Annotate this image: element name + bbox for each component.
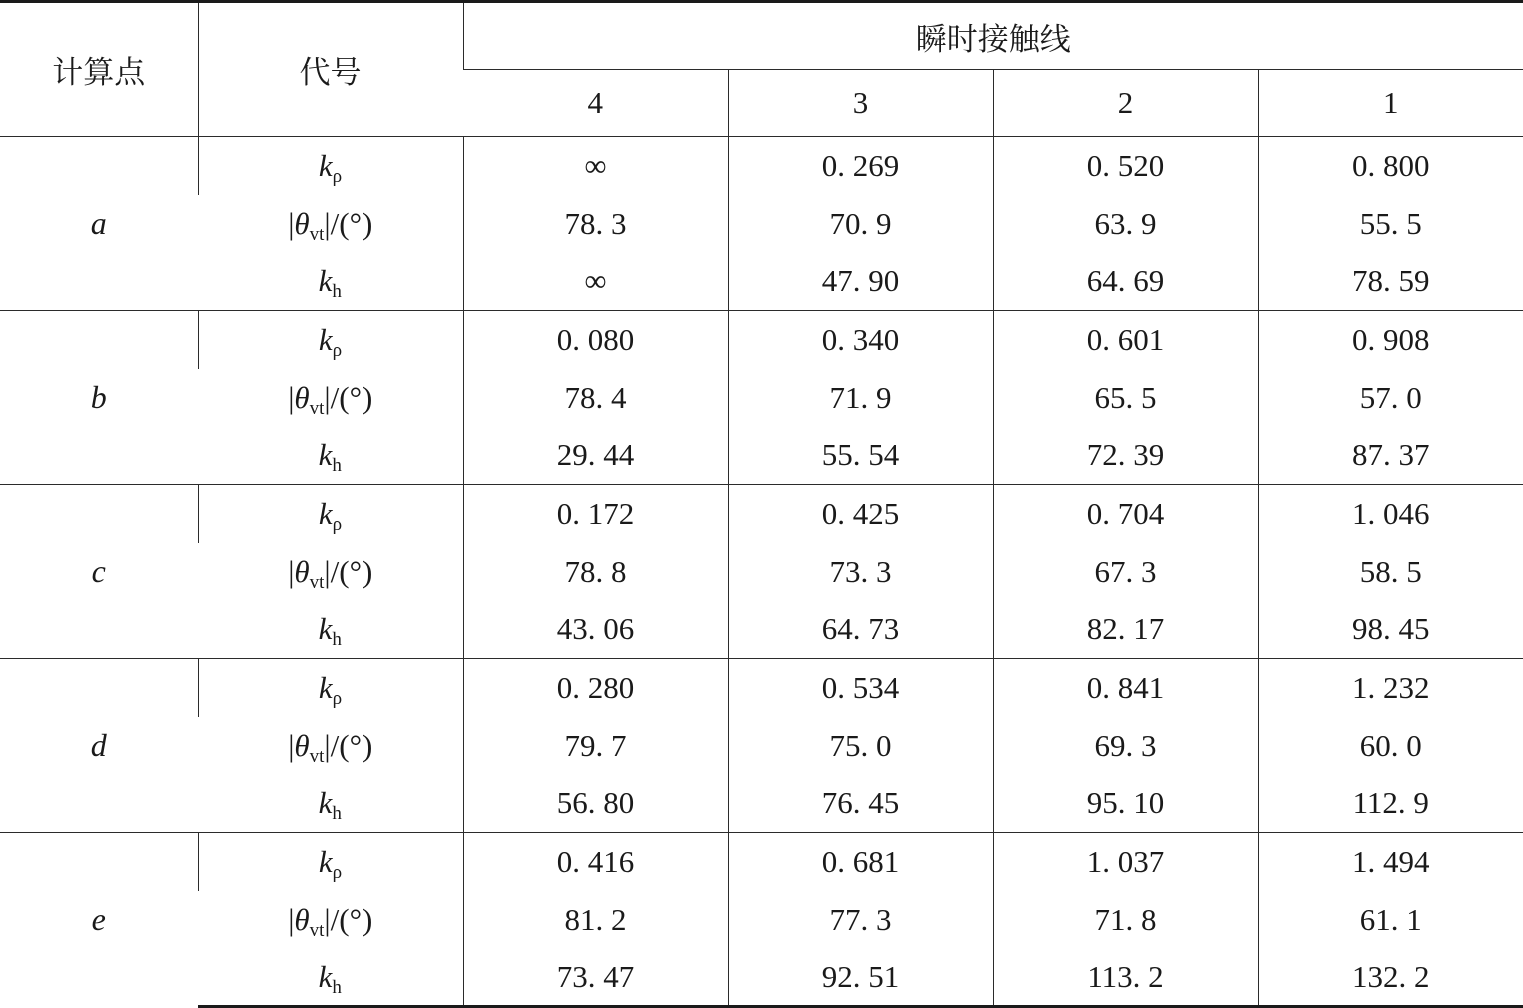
table-cell: 1. 037 — [993, 833, 1258, 891]
header-calc-point: 计算点 — [0, 2, 198, 137]
code-k-h — [198, 601, 463, 659]
table-cell: 0. 800 — [1258, 137, 1523, 195]
abs-open: | — [288, 901, 295, 937]
table-cell: 55. 5 — [1258, 195, 1523, 253]
table-row — [0, 427, 1523, 485]
header-line-2: 2 — [993, 70, 1258, 137]
table-cell: 0. 704 — [993, 485, 1258, 543]
table-row — [0, 253, 1523, 311]
table-cell: 71. 9 — [728, 369, 993, 427]
symbol-k: k — [318, 843, 333, 879]
table-cell: 29. 44 — [463, 427, 728, 485]
table-row — [0, 891, 1523, 949]
symbol-k: k — [318, 958, 333, 994]
table-cell: 0. 172 — [463, 485, 728, 543]
symbol-theta: θ — [294, 727, 310, 763]
table-row — [0, 543, 1523, 601]
abs-close-unit: |/(°) — [324, 553, 373, 589]
symbol-subscript: h — [332, 455, 342, 477]
symbol-theta: θ — [294, 901, 310, 937]
table-cell: 0. 269 — [728, 137, 993, 195]
code-k-rho — [198, 659, 463, 717]
table-cell: 0. 280 — [463, 659, 728, 717]
abs-open: | — [288, 727, 295, 763]
table-cell: 95. 10 — [993, 775, 1258, 833]
table-cell: 67. 3 — [993, 543, 1258, 601]
symbol-subscript: h — [332, 281, 342, 303]
table-cell: 64. 73 — [728, 601, 993, 659]
code-k-rho — [198, 833, 463, 891]
table-row — [0, 485, 1523, 543]
table-cell: 60. 0 — [1258, 717, 1523, 775]
table-row — [0, 949, 1523, 1007]
table-cell: 75. 0 — [728, 717, 993, 775]
table-row — [0, 833, 1523, 891]
code-theta-vt — [198, 543, 463, 601]
abs-open: | — [288, 205, 295, 241]
table-cell: 78. 59 — [1258, 253, 1523, 311]
abs-open: | — [288, 379, 295, 415]
symbol-k: k — [318, 147, 333, 183]
table-cell: 61. 1 — [1258, 891, 1523, 949]
symbol-k: k — [318, 495, 333, 531]
table-body — [0, 137, 1523, 1007]
table-row — [0, 717, 1523, 775]
symbol-subscript: ρ — [332, 861, 343, 883]
abs-open: | — [288, 553, 295, 589]
table-cell: 57. 0 — [1258, 369, 1523, 427]
symbol-subscript: ρ — [332, 513, 343, 535]
table-cell: 0. 080 — [463, 311, 728, 369]
symbol-subscript: vt — [309, 223, 325, 245]
table-cell: 47. 90 — [728, 253, 993, 311]
table-cell: 0. 681 — [728, 833, 993, 891]
table-cell: 1. 232 — [1258, 659, 1523, 717]
symbol-subscript: vt — [309, 745, 325, 767]
header-line-1: 1 — [1258, 70, 1523, 137]
abs-close-unit: |/(°) — [324, 205, 373, 241]
symbol-k: k — [318, 611, 333, 647]
code-theta-vt — [198, 195, 463, 253]
symbol-k: k — [318, 669, 333, 705]
table-cell: 0. 908 — [1258, 311, 1523, 369]
symbol-theta: θ — [294, 379, 310, 415]
table-cell: 112. 9 — [1258, 775, 1523, 833]
table-row — [0, 311, 1523, 369]
table-cell: 73. 3 — [728, 543, 993, 601]
symbol-subscript: h — [332, 976, 342, 998]
symbol-theta: θ — [294, 205, 310, 241]
table-cell: 0. 601 — [993, 311, 1258, 369]
code-k-rho — [198, 311, 463, 369]
symbol-subscript: ρ — [332, 165, 343, 187]
table-cell: 79. 7 — [463, 717, 728, 775]
symbol-subscript: h — [332, 629, 342, 651]
table-cell: 98. 45 — [1258, 601, 1523, 659]
table-cell: 113. 2 — [993, 949, 1258, 1007]
table-cell: 58. 5 — [1258, 543, 1523, 601]
table-cell: 76. 45 — [728, 775, 993, 833]
symbol-k: k — [318, 437, 333, 473]
table-cell: 73. 47 — [463, 949, 728, 1007]
table-cell: ∞ — [463, 253, 728, 311]
table-cell: 0. 841 — [993, 659, 1258, 717]
table-cell: 64. 69 — [993, 253, 1258, 311]
header-contact-lines: 瞬时接触线 — [463, 2, 1523, 70]
table-cell: 132. 2 — [1258, 949, 1523, 1007]
header-code: 代号 — [198, 2, 463, 137]
header-line-3: 3 — [728, 70, 993, 137]
table-cell: 56. 80 — [463, 775, 728, 833]
calc-point-e: e — [0, 833, 198, 1007]
abs-close-unit: |/(°) — [324, 379, 373, 415]
table-cell: 0. 340 — [728, 311, 993, 369]
table-cell: 77. 3 — [728, 891, 993, 949]
code-k-h — [198, 427, 463, 485]
table-cell: 72. 39 — [993, 427, 1258, 485]
table-cell: 1. 494 — [1258, 833, 1523, 891]
abs-close-unit: |/(°) — [324, 727, 373, 763]
table-cell: 78. 4 — [463, 369, 728, 427]
table-cell: 1. 046 — [1258, 485, 1523, 543]
table-cell: 70. 9 — [728, 195, 993, 253]
table-cell: 55. 54 — [728, 427, 993, 485]
code-k-rho — [198, 137, 463, 195]
table-row — [0, 659, 1523, 717]
table-cell: 87. 37 — [1258, 427, 1523, 485]
table-row — [0, 369, 1523, 427]
table-row — [0, 137, 1523, 195]
table-row — [0, 775, 1523, 833]
table-row — [0, 195, 1523, 253]
table-cell: 92. 51 — [728, 949, 993, 1007]
table-cell: 0. 425 — [728, 485, 993, 543]
table-cell: 0. 520 — [993, 137, 1258, 195]
table-cell: 69. 3 — [993, 717, 1258, 775]
table-cell: 82. 17 — [993, 601, 1258, 659]
symbol-subscript: ρ — [332, 687, 343, 709]
symbol-subscript: h — [332, 803, 342, 825]
code-k-h — [198, 775, 463, 833]
symbol-subscript: vt — [309, 919, 325, 941]
table-cell: 78. 8 — [463, 543, 728, 601]
table-cell: 0. 534 — [728, 659, 993, 717]
calc-point-d: d — [0, 659, 198, 833]
calc-point-a: a — [0, 137, 198, 311]
code-theta-vt — [198, 369, 463, 427]
symbol-theta: θ — [294, 553, 310, 589]
abs-close-unit: |/(°) — [324, 901, 373, 937]
table-cell: 63. 9 — [993, 195, 1258, 253]
code-k-rho — [198, 485, 463, 543]
code-k-h — [198, 949, 463, 1007]
header-line-4: 4 — [463, 70, 728, 137]
calc-point-c: c — [0, 485, 198, 659]
table-cell: 71. 8 — [993, 891, 1258, 949]
symbol-subscript: ρ — [332, 339, 343, 361]
symbol-k: k — [318, 263, 333, 299]
symbol-k: k — [318, 785, 333, 821]
table-cell: ∞ — [463, 137, 728, 195]
calc-point-b: b — [0, 311, 198, 485]
code-theta-vt — [198, 891, 463, 949]
table-cell: 78. 3 — [463, 195, 728, 253]
symbol-k: k — [318, 321, 333, 357]
table-cell: 65. 5 — [993, 369, 1258, 427]
code-theta-vt — [198, 717, 463, 775]
table-cell: 43. 06 — [463, 601, 728, 659]
table-row — [0, 601, 1523, 659]
table-cell: 0. 416 — [463, 833, 728, 891]
symbol-subscript: vt — [309, 571, 325, 593]
table-cell: 81. 2 — [463, 891, 728, 949]
code-k-h — [198, 253, 463, 311]
symbol-subscript: vt — [309, 397, 325, 419]
